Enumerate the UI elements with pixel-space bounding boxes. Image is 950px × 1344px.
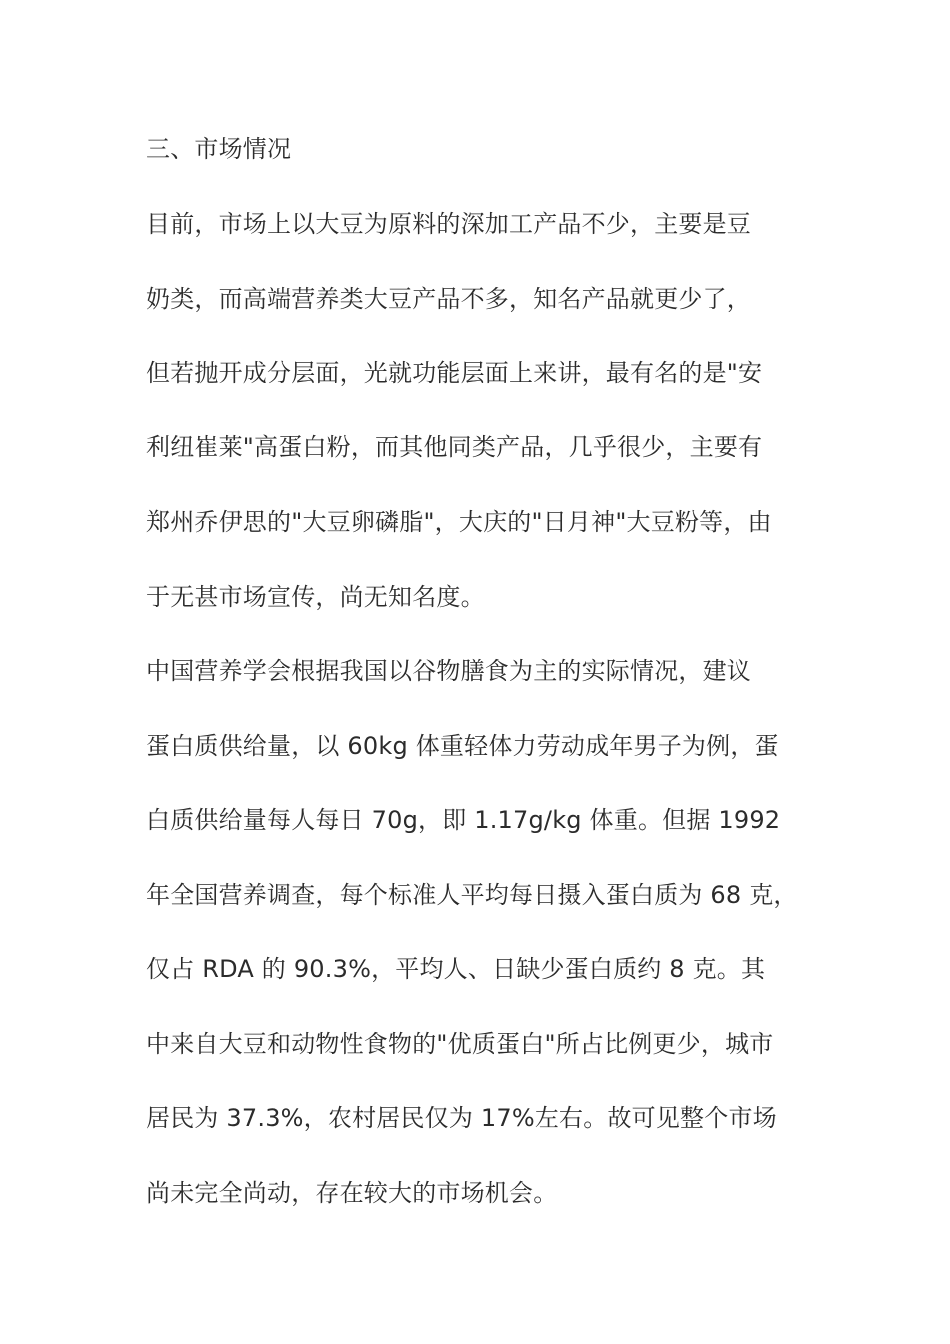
paragraph-line: 仅占 RDA 的 90.3%，平均人、日缺少蛋白质约 8 克。其 [146, 955, 766, 983]
paragraph-line: 居民为 37.3%，农村居民仅为 17%左右。故可见整个市场 [146, 1104, 777, 1132]
paragraph-line: 郑州乔伊思的"大豆卵磷脂"，大庆的"日月神"大豆粉等，由 [146, 508, 772, 536]
section-heading: 三、市场情况 [146, 135, 292, 163]
paragraph-line: 目前，市场上以大豆为原料的深加工产品不少，主要是豆 [146, 210, 751, 238]
paragraph-line: 白质供给量每人每日 70g，即 1.17g/kg 体重。但据 1992 [146, 806, 781, 834]
paragraph-line: 年全国营养调查，每个标准人平均每日摄入蛋白质为 68 克， [146, 881, 798, 909]
paragraph-line: 中来自大豆和动物性食物的"优质蛋白"所占比例更少，城市 [146, 1030, 774, 1058]
paragraph-line: 中国营养学会根据我国以谷物膳食为主的实际情况，建议 [146, 657, 751, 685]
paragraph-line: 但若抛开成分层面，光就功能层面上来讲，最有名的是"安 [146, 359, 763, 387]
paragraph-line: 尚未完全尚动，存在较大的市场机会。 [146, 1179, 558, 1207]
paragraph-line: 利纽崔莱"高蛋白粉，而其他同类产品，几乎很少，主要有 [146, 433, 763, 461]
paragraph-line: 于无甚市场宣传，尚无知名度。 [146, 583, 485, 611]
paragraph-line: 蛋白质供给量，以 60kg 体重轻体力劳动成年男子为例，蛋 [146, 732, 779, 760]
paragraph-line: 奶类，而高端营养类大豆产品不多，知名产品就更少了， [146, 285, 751, 313]
